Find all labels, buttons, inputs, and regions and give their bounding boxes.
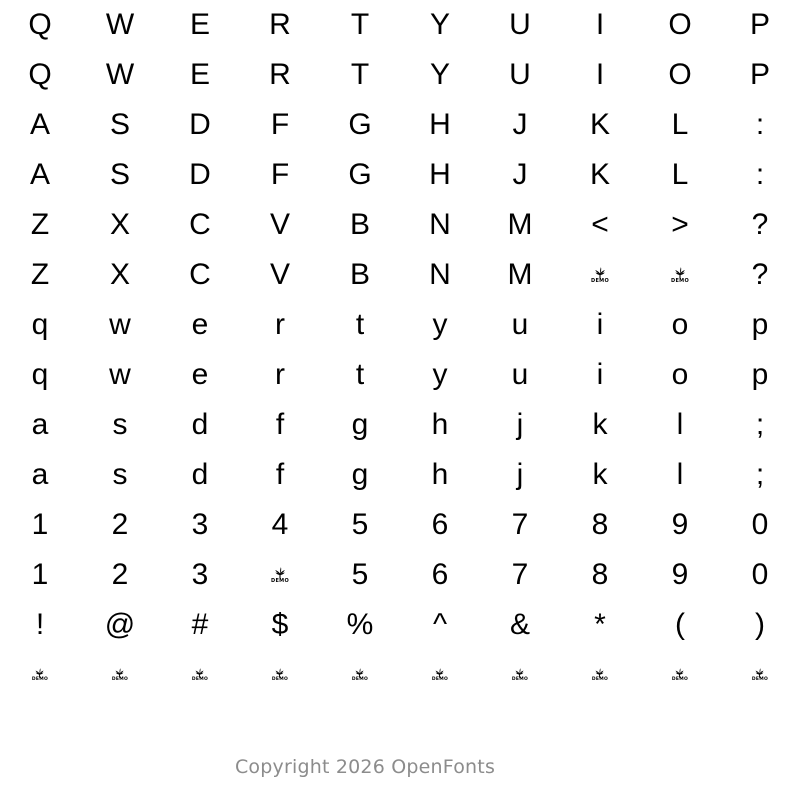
- glyph-cell: g: [351, 458, 369, 491]
- key-label-cell: 8: [591, 508, 609, 541]
- glyph-cell: r: [275, 358, 285, 391]
- glyph-cell: 3: [191, 558, 209, 591]
- glyph-cell: H: [429, 158, 451, 191]
- key-label-cell: <: [591, 208, 609, 241]
- key-label-cell: &: [509, 608, 530, 641]
- glyph-cell: y: [432, 358, 448, 391]
- demo-cell: [720, 650, 800, 700]
- glyph-cell: 5: [351, 558, 369, 591]
- key-label-cell: I: [595, 8, 605, 41]
- key-label-cell: @: [104, 608, 136, 641]
- glyph-cell: l: [676, 458, 684, 491]
- key-label-cell: F: [270, 108, 290, 141]
- key-label-cell: X: [109, 208, 130, 241]
- key-label-cell: ;: [755, 408, 765, 441]
- key-label-cell: 9: [671, 508, 689, 541]
- glyph-cell: N: [429, 258, 451, 291]
- demo-watermark-glyph: [512, 668, 528, 683]
- demo-cell: [160, 650, 240, 700]
- glyph-cell: G: [348, 158, 372, 191]
- glyph-cell: L: [671, 158, 689, 191]
- key-label-cell: O: [668, 8, 692, 41]
- glyph-cell: p: [751, 358, 769, 391]
- demo-label: DEMO: [671, 676, 689, 682]
- glyph-cell: k: [592, 458, 608, 491]
- demo-cell: [320, 650, 400, 700]
- glyph-cell: ?: [751, 258, 769, 291]
- demo-watermark-glyph: [672, 668, 688, 683]
- leaf-icon: [752, 668, 767, 678]
- glyph-cell: :: [755, 158, 765, 191]
- leaf-icon: [352, 668, 367, 678]
- demo-watermark-glyph: [432, 668, 448, 683]
- key-label-cell: D: [189, 108, 211, 141]
- key-label-cell: Q: [28, 8, 52, 41]
- key-label-cell: :: [755, 108, 765, 141]
- key-label-cell: p: [751, 308, 769, 341]
- glyph-cell: d: [191, 458, 209, 491]
- glyph-cell: o: [671, 358, 689, 391]
- key-label-cell: w: [109, 308, 131, 341]
- glyph-cell: i: [596, 358, 604, 391]
- glyph-cell: 9: [671, 558, 689, 591]
- key-label-cell: g: [351, 408, 369, 441]
- demo-watermark-glyph: [352, 668, 368, 683]
- glyph-cell: f: [275, 458, 285, 491]
- demo-cell: [400, 650, 480, 700]
- key-label-cell: G: [348, 108, 372, 141]
- glyph-cell: X: [109, 258, 130, 291]
- demo-label: DEMO: [271, 577, 289, 584]
- glyph-cell: w: [109, 358, 131, 391]
- key-label-cell: T: [350, 8, 370, 41]
- glyph-cell: 8: [591, 558, 609, 591]
- demo-label: DEMO: [511, 676, 529, 682]
- glyph-cell: t: [355, 358, 365, 391]
- key-label-cell: a: [31, 408, 49, 441]
- glyph-cell: U: [509, 58, 531, 91]
- key-label-cell: r: [275, 308, 285, 341]
- key-label-cell: 2: [111, 508, 129, 541]
- leaf-icon: [671, 267, 689, 279]
- key-label-cell: W: [105, 8, 135, 41]
- key-label-cell: S: [109, 108, 130, 141]
- key-label-cell: J: [512, 108, 528, 141]
- demo-watermark-glyph: [192, 668, 208, 683]
- leaf-icon: [512, 668, 527, 678]
- key-label-cell: Y: [429, 8, 450, 41]
- glyph-cell: P: [749, 58, 770, 91]
- leaf-icon: [112, 668, 127, 678]
- key-label-cell: C: [189, 208, 211, 241]
- key-label-cell: d: [191, 408, 209, 441]
- demo-label: DEMO: [271, 676, 289, 682]
- key-label-cell: 3: [191, 508, 209, 541]
- glyph-cell: 0: [751, 558, 769, 591]
- key-label-cell: (: [675, 608, 685, 641]
- demo-label: DEMO: [431, 676, 449, 682]
- key-label-cell: 5: [351, 508, 369, 541]
- key-label-cell: >: [671, 208, 689, 241]
- key-label-cell: M: [507, 208, 533, 241]
- key-label-cell: q: [31, 308, 49, 341]
- key-label-cell: N: [429, 208, 451, 241]
- glyph-cell: e: [191, 358, 209, 391]
- glyph-cell: A: [29, 158, 50, 191]
- glyph-cell: O: [668, 58, 692, 91]
- demo-cell: [560, 250, 640, 300]
- leaf-icon: [592, 668, 607, 678]
- key-label-cell: %: [346, 608, 374, 641]
- leaf-icon: [272, 668, 287, 678]
- key-label-cell: E: [189, 8, 210, 41]
- key-label-cell: !: [35, 608, 45, 641]
- demo-cell: [640, 650, 720, 700]
- key-label-cell: l: [676, 408, 684, 441]
- leaf-icon: [192, 668, 207, 678]
- key-label-cell: h: [431, 408, 449, 441]
- key-label-cell: 4: [271, 508, 289, 541]
- key-label-cell: *: [594, 608, 606, 641]
- demo-cell: [640, 250, 720, 300]
- glyph-cell: D: [189, 158, 211, 191]
- key-label-cell: #: [191, 608, 209, 641]
- glyph-cell: ;: [755, 458, 765, 491]
- key-label-cell: ^: [432, 608, 448, 641]
- key-label-cell: 0: [751, 508, 769, 541]
- demo-watermark-glyph: [271, 567, 289, 584]
- leaf-icon: [32, 668, 47, 678]
- demo-watermark-glyph: [591, 267, 609, 284]
- key-label-cell: 1: [31, 508, 49, 541]
- key-label-cell: u: [511, 308, 529, 341]
- glyph-cell: M: [507, 258, 533, 291]
- demo-cell: [240, 550, 320, 600]
- demo-cell: [0, 650, 80, 700]
- key-label-cell: ): [755, 608, 765, 641]
- key-label-cell: 6: [431, 508, 449, 541]
- demo-label: DEMO: [751, 676, 769, 682]
- glyph-cell: J: [512, 158, 528, 191]
- key-label-cell: i: [596, 308, 604, 341]
- glyph-cell: R: [269, 58, 291, 91]
- key-label-cell: e: [191, 308, 209, 341]
- key-label-cell: ?: [751, 208, 769, 241]
- key-label-cell: B: [349, 208, 370, 241]
- demo-label: DEMO: [351, 676, 369, 682]
- glyph-cell: h: [431, 458, 449, 491]
- leaf-icon: [271, 567, 289, 579]
- glyph-cell: u: [511, 358, 529, 391]
- glyph-cell: F: [270, 158, 290, 191]
- key-label-cell: P: [749, 8, 770, 41]
- demo-watermark-glyph: [752, 668, 768, 683]
- glyph-cell: Y: [429, 58, 450, 91]
- glyph-cell: E: [189, 58, 210, 91]
- glyph-cell: Z: [30, 258, 50, 291]
- key-label-cell: V: [269, 208, 290, 241]
- key-label-cell: 7: [511, 508, 529, 541]
- glyph-cell: C: [189, 258, 211, 291]
- glyph-cell: B: [349, 258, 370, 291]
- demo-label: DEMO: [111, 676, 129, 682]
- key-label-cell: R: [269, 8, 291, 41]
- key-label-cell: y: [432, 308, 448, 341]
- demo-cell: [240, 650, 320, 700]
- key-label-cell: f: [275, 408, 285, 441]
- key-label-cell: L: [671, 108, 689, 141]
- glyph-cell: 2: [111, 558, 129, 591]
- copyright-text: Copyright 2026 OpenFonts: [234, 756, 496, 778]
- glyph-cell: I: [595, 58, 605, 91]
- key-label-cell: s: [112, 408, 128, 441]
- demo-label: DEMO: [591, 676, 609, 682]
- key-label-cell: j: [516, 408, 524, 441]
- demo-watermark-glyph: [32, 668, 48, 683]
- key-label-cell: k: [592, 408, 608, 441]
- key-label-cell: o: [671, 308, 689, 341]
- glyph-cell: T: [350, 58, 370, 91]
- demo-cell: [80, 650, 160, 700]
- key-label-cell: $: [271, 608, 289, 641]
- glyph-cell: 7: [511, 558, 529, 591]
- demo-label: DEMO: [191, 676, 209, 682]
- demo-watermark-glyph: [272, 668, 288, 683]
- demo-watermark-glyph: [671, 267, 689, 284]
- demo-watermark-glyph: [112, 668, 128, 683]
- demo-watermark-glyph: [592, 668, 608, 683]
- demo-cell: [560, 650, 640, 700]
- glyph-cell: q: [31, 358, 49, 391]
- glyph-cell: 1: [31, 558, 49, 591]
- glyph-cell: K: [589, 158, 610, 191]
- glyph-cell: W: [105, 58, 135, 91]
- demo-cell: [480, 650, 560, 700]
- footer: [0, 756, 800, 778]
- demo-label: DEMO: [591, 277, 609, 284]
- glyph-cell: 6: [431, 558, 449, 591]
- key-label-cell: K: [589, 108, 610, 141]
- demo-label: DEMO: [671, 277, 689, 284]
- leaf-icon: [432, 668, 447, 678]
- glyph-cell: S: [109, 158, 130, 191]
- glyph-cell: s: [112, 458, 128, 491]
- key-label-cell: A: [29, 108, 50, 141]
- demo-label: DEMO: [31, 676, 49, 682]
- leaf-icon: [672, 668, 687, 678]
- glyph-cell: j: [516, 458, 524, 491]
- key-label-cell: H: [429, 108, 451, 141]
- key-label-cell: U: [509, 8, 531, 41]
- glyph-cell: V: [269, 258, 290, 291]
- leaf-icon: [591, 267, 609, 279]
- key-label-cell: t: [355, 308, 365, 341]
- glyph-cell: a: [31, 458, 49, 491]
- glyph-cell: Q: [28, 58, 52, 91]
- key-label-cell: Z: [30, 208, 50, 241]
